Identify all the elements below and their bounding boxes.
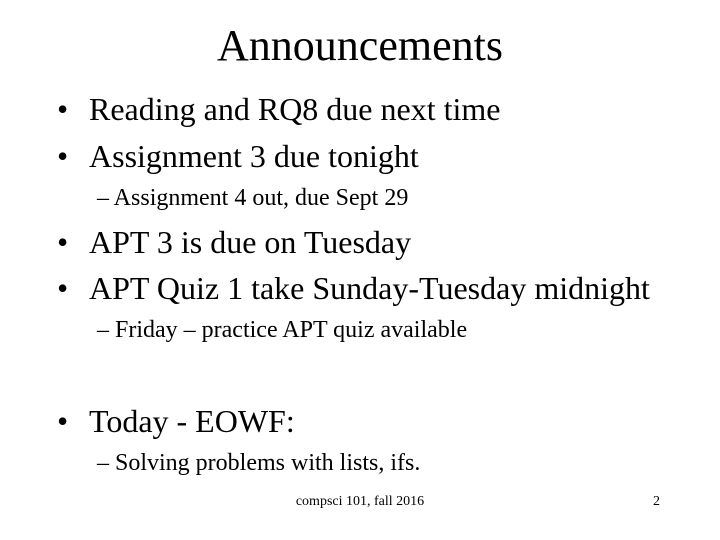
bullet-icon: • <box>57 270 69 306</box>
sub-bullet-item: – Assignment 4 out, due Sept 29 <box>97 185 409 211</box>
bullet-item <box>57 223 411 261</box>
bullet-icon: • <box>57 403 69 439</box>
bullet-icon: • <box>57 91 69 127</box>
bullet-text: APT 3 is due on Tuesday <box>89 224 412 260</box>
bullet-text: Reading and RQ8 due next time <box>89 91 501 127</box>
bullet-icon: • <box>57 224 69 260</box>
sub-bullet-item: – Solving problems with lists, ifs. <box>97 450 421 476</box>
bullet-text: Today - EOWF: <box>89 403 295 439</box>
bullet-item <box>57 269 650 307</box>
bullet-item <box>57 137 419 175</box>
bullet-icon: • <box>57 138 69 174</box>
slide-number: 2 <box>653 494 660 509</box>
footer-course: compsci 101, fall 2016 <box>295 494 425 509</box>
bullet-item <box>57 402 295 440</box>
slide-title: Announcements <box>217 21 503 70</box>
bullet-text: Assignment 3 due tonight <box>89 138 419 174</box>
bullet-text: APT Quiz 1 take Sunday-Tuesday midnight <box>89 270 650 306</box>
bullet-item <box>57 90 500 128</box>
sub-bullet-item: – Friday – practice APT quiz available <box>97 317 468 343</box>
